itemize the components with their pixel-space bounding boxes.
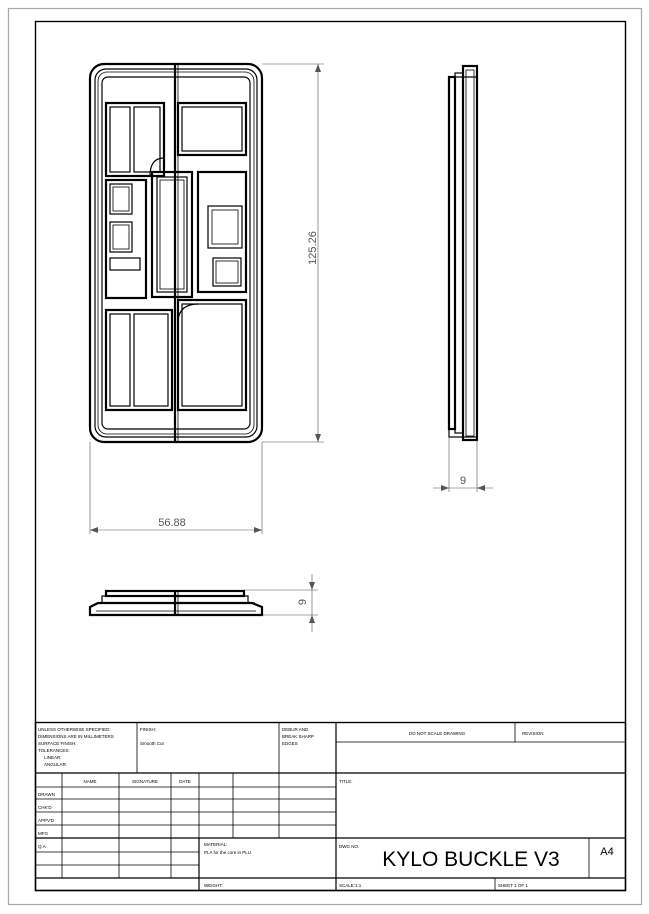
title-label: TITLE: <box>339 779 353 784</box>
dimension-width <box>90 442 262 534</box>
sheet-size: A4 <box>600 846 614 858</box>
col-name: NAME <box>83 779 97 784</box>
side-dim-text: 9 <box>459 475 467 487</box>
dimension-side-thickness <box>433 437 493 492</box>
col-date: DATE <box>179 779 191 784</box>
sheet-label: SHEET 1 OF 1 <box>498 883 528 888</box>
tolerance-line-6: ANGULAR: <box>44 762 68 767</box>
material-value: PLA for the core in PLU <box>204 850 252 855</box>
tolerance-line-4: TOLERANCES: <box>38 748 70 753</box>
drawing-title: KYLO BUCKLE V3 <box>382 848 560 871</box>
material-label: MATERIAL: <box>204 842 228 847</box>
row-chkd: CHK'D <box>38 805 52 810</box>
deburr-line-2: BREAK SHARP <box>282 734 315 739</box>
col-signature: SIGNATURE <box>132 779 158 784</box>
front-view <box>90 64 262 442</box>
scale-label: SCALE:1:1 <box>339 883 362 888</box>
finish-value: Smooth Cut <box>140 741 164 746</box>
tolerance-line-1: UNLESS OTHERWISE SPECIFIED: <box>38 727 111 732</box>
weight-label: WEIGHT: <box>204 883 223 888</box>
outer-border <box>9 9 642 905</box>
row-drawn: DRAWN <box>38 792 55 797</box>
bottom-dim-text: 9 <box>297 598 309 606</box>
row-mfg: MFG <box>38 831 48 836</box>
tolerance-line-2: DIMENSIONS ARE IN MILLIMETERS <box>38 734 114 739</box>
tolerance-line-3: SURFACE FINISH: <box>38 741 77 746</box>
dimension-height <box>262 64 324 442</box>
row-appvd: APPV'D <box>38 818 55 823</box>
deburr-line-3: EDGES <box>282 741 298 746</box>
height-dim-text: 125.26 <box>307 231 319 265</box>
deburr-line-1: DEBUR AND <box>282 727 309 732</box>
row-qa: Q.A <box>38 844 46 849</box>
dwg-no-label: DWG NO. <box>339 844 360 849</box>
bottom-view <box>90 591 262 615</box>
finish-label: FINISH: <box>140 727 157 732</box>
do-not-scale-text: DO NOT SCALE DRAWING <box>408 731 466 736</box>
revision-label: REVISION <box>522 731 544 736</box>
dimension-bottom-thickness <box>244 574 318 632</box>
tolerance-line-5: LINEAR: <box>44 755 62 760</box>
inner-border <box>36 22 626 891</box>
width-dim-text: 56.88 <box>158 517 186 529</box>
side-view <box>449 66 477 440</box>
